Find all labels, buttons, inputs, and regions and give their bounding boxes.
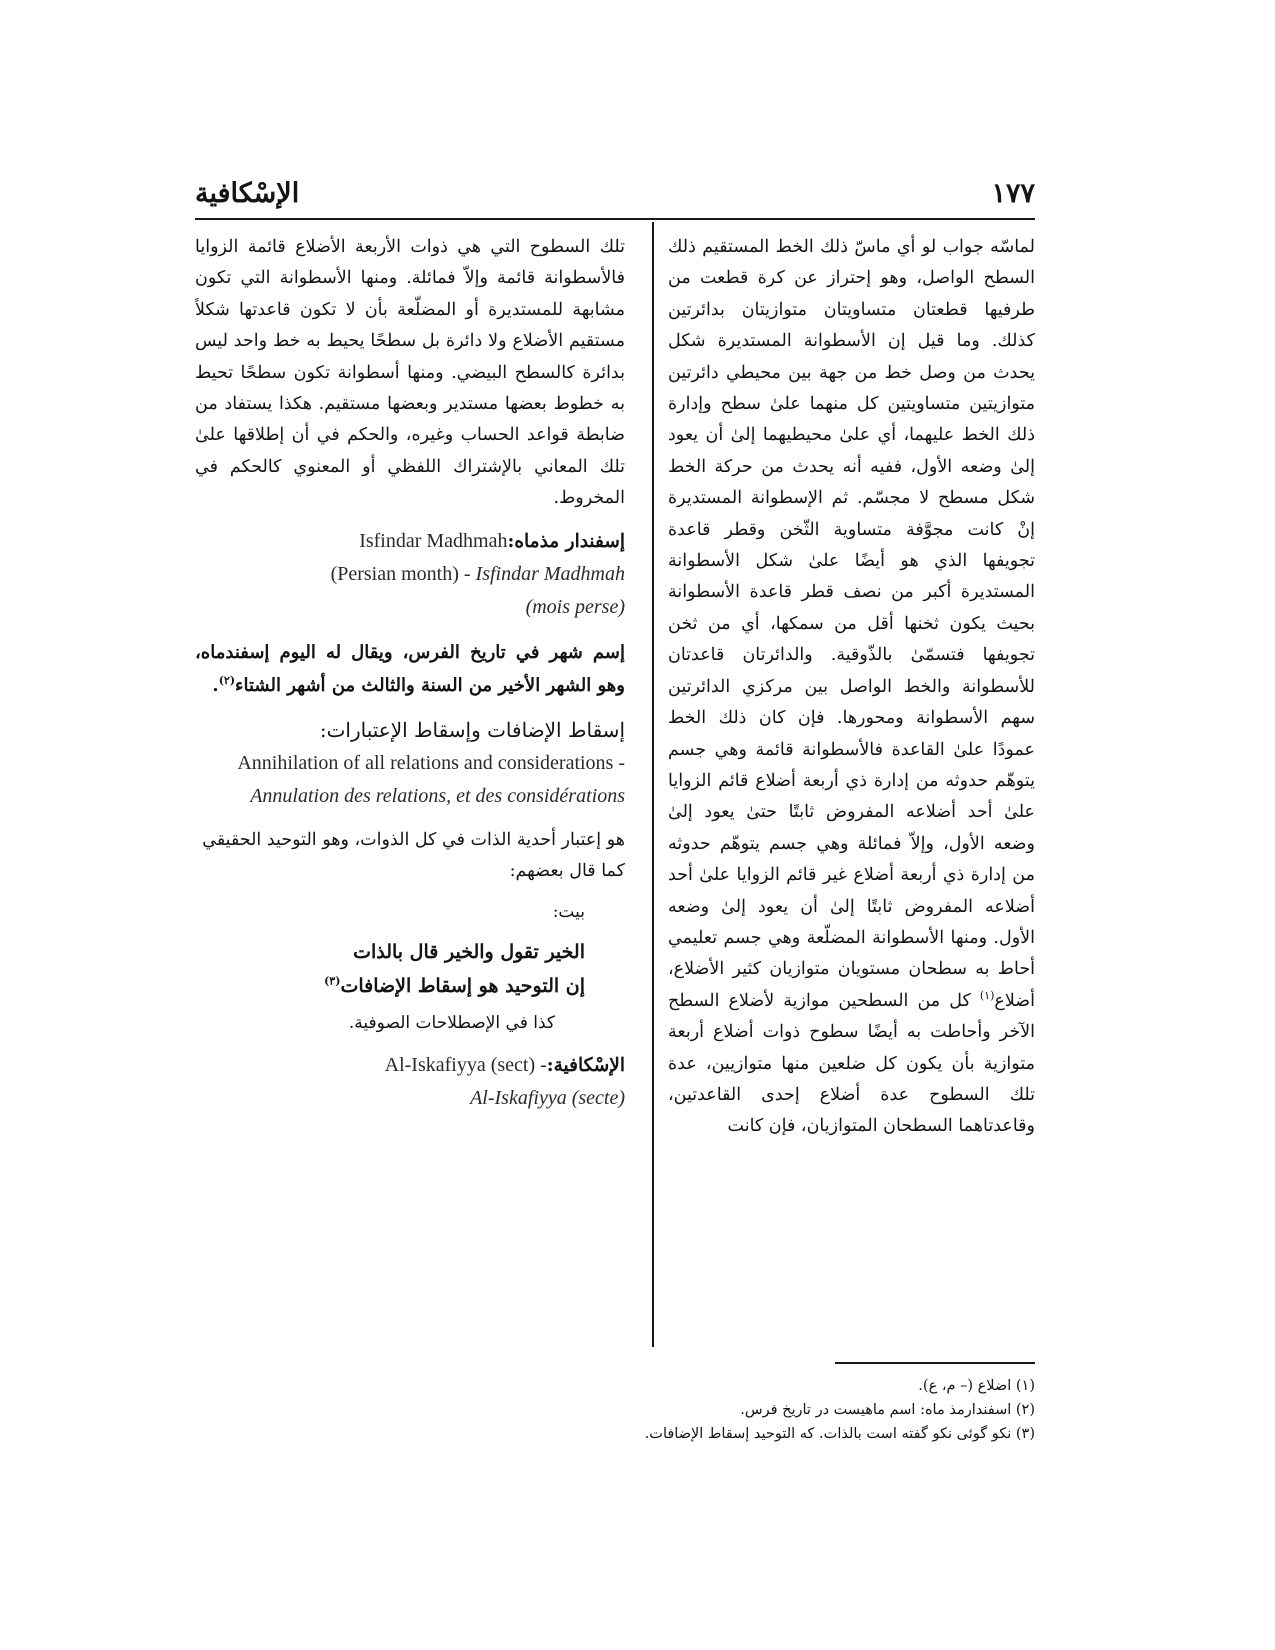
right-column [668,232,1035,1342]
footnotes [400,1374,1035,1446]
left-column [195,232,625,1342]
right-column-text: لماسّه جواب لو أي ماسّ ذلك الخط المستقيم ذلك السطح الواصل، وهو إحتراز عن كرة قطعت من طرفيها قطعتان متساويتان متوازيتان بدائرتين كذلك. وما قيل إن الأسطوانة المستديرة شكل يحدث من وصل خط من جهة بين محيطي دائرتين متوازيتين متساويتين كل منهما علىٰ سطح وإدارة ذلك الخط عليهما، أي علىٰ محيطيهما إلىٰ أن يعود إلىٰ وضعه الأول، ففيه أنه يحدث من حركة الخط شكل مسطح لا مجسّم. ثم الإسطوانة المستديرة إنْ كانت مجوَّفة متساوية الثّخن وقطر قاعدة تجويفها الذي هو أيضًا علىٰ شكل الأسطوانة المستديرة أكبر من نصف قطر قاعدة الأسطوانة بحيث يكون ثخنها أقل من سمكها، أي من ثخن تجويفها فتسمّىٰ بالذّوقية. والدائرتان قاعدتان للأسطوانة والخط الواصل بين مركزي الدائرتين سهم الأسطوانة ومحورها. فإن كان ذلك الخط عمودًا علىٰ القاعدة فالأسطوانة قائمة وهي جسم يتوهّم حدوثه من إدارة ذي أربعة أضلاع قائم الزوايا علىٰ أحد أضلاعه المفروض ثابتًا حتىٰ يعود إلىٰ وضعه الأول، وإلاّ فمائلة وهي جسم يتوهّم حدوثه من إدارة ذي أربعة أضلاع غير قائم الزوايا علىٰ أحد أضلاعه المفروض ثابتًا إلىٰ أن يعود إلىٰ وضعه الأول. ومنها الأسطوانة المضلّعة وهي جسم تعليمي أحاط به سطحان مستويان متوازيان كثير الأضلاع، أضلاع [668,237,1035,1011]
entry-isqat-arabic: إسقاط الإضافات وإسقاط الإعتبارات: [319,717,625,742]
page-number: ١٧٧ [991,178,1035,209]
entry-isfindar-latin: Isfindar Madhmah [359,529,508,552]
column-divider [652,222,654,1347]
entry-isqat-heading [195,714,625,813]
verse-line-1: الخير تقول والخير قال بالذات [353,941,585,964]
entry-isqat-translation: Annihilation of all relations and considerations - Annulation des relations, et des considérations [237,751,625,807]
entry-isfindar-body: إسم شهر في تاريخ الفرس، ويقال له اليوم إسفندماه، وهو الشهر الأخير من السنة والثالث من أشهر الشتاء$^{(٢)}$. [195,641,625,696]
entry-isfindar-translation: (Persian month) - Isfindar Madhmah [330,562,625,585]
entry-isfindar-french: (mois perse) [525,595,625,618]
verse-source: كذا في الإصطلاحات الصوفية. [348,1013,555,1034]
footnote-1: (١) اضلاع (– م، ع). [918,1378,1035,1394]
left-column-paragraph: تلك السطوح التي هي ذوات الأربعة الأضلاع قائمة الزوايا فالأسطوانة قائمة وإلاّ فمائلة. ومنها الأسطوانة التي تكون مشابهة للمستديرة أو المضلّعة بأن لا تكون قاعدتها شكلاً مستقيم الأضلاع ولا دائرة بل سطحًا يحيط به خط واحد ليس بدائرة كالسطح البيضي. ومنها أسطوانة تكون سطحًا تحيط به خطوط بعضها مستدير وبعضها مستقيم. هكذا يستفاد من ضابطة قواعد الحساب وغيره، والحكم في أن إطلاقها علىٰ تلك المعاني بالإشتراك اللفظي أو المعنوي كالحكم في المخروط. [195,237,625,509]
footnote-marker-1: (١) [979,988,995,1002]
footnote-marker-2: (٢) [218,673,236,687]
running-title: الإسْكافية [195,178,300,209]
verse-label: بيت: [552,902,585,923]
right-column-text-continued: كل من السطحين موازية لأضلاع السطح الآخر وأحاطت به أيضًا سطوح ذوات أضلاع أربعة متوازية بأن يكون كل ضلعين منها متوازيين، عدة تلك السطوح عدة أضلاع إحدى القاعدتين، وقاعدتاهما السطحان المتوازيان، فإن كانت [668,990,1035,1137]
entry-iskafiyya-arabic: الإسْكافية: [546,1055,625,1077]
page-header [195,178,1035,220]
footnote-marker-3: (٣) [324,975,341,989]
entry-isqat-body: هو إعتبار أحدية الذات في كل الذوات، وهو التوحيد الحقيقي كما قال بعضهم: [202,829,625,882]
footnote-rule [835,1362,1035,1364]
entry-isfindar-arabic: إسفندار مذماه: [507,530,625,552]
entry-isfindar-heading [195,525,625,624]
footnote-2: (٢) اسفندارمذ ماه: اسم ماهيست در تاريخ فرس. [740,1402,1035,1418]
entry-iskafiyya-english: Al-Iskafiyya (sect) - [384,1054,547,1077]
verse-line-2: إن التوحيد هو إسقاط الإضافات$^{(٣)}$ [324,975,585,998]
footnote-3: (٣) نكو گوئى نكو گفته است بالذات. كه التوحيد إسقاط الإضافات. [644,1426,1035,1442]
entry-iskafiyya-french: Al-Iskafiyya (secte) [470,1087,625,1110]
entry-iskafiyya-heading [195,1049,625,1115]
